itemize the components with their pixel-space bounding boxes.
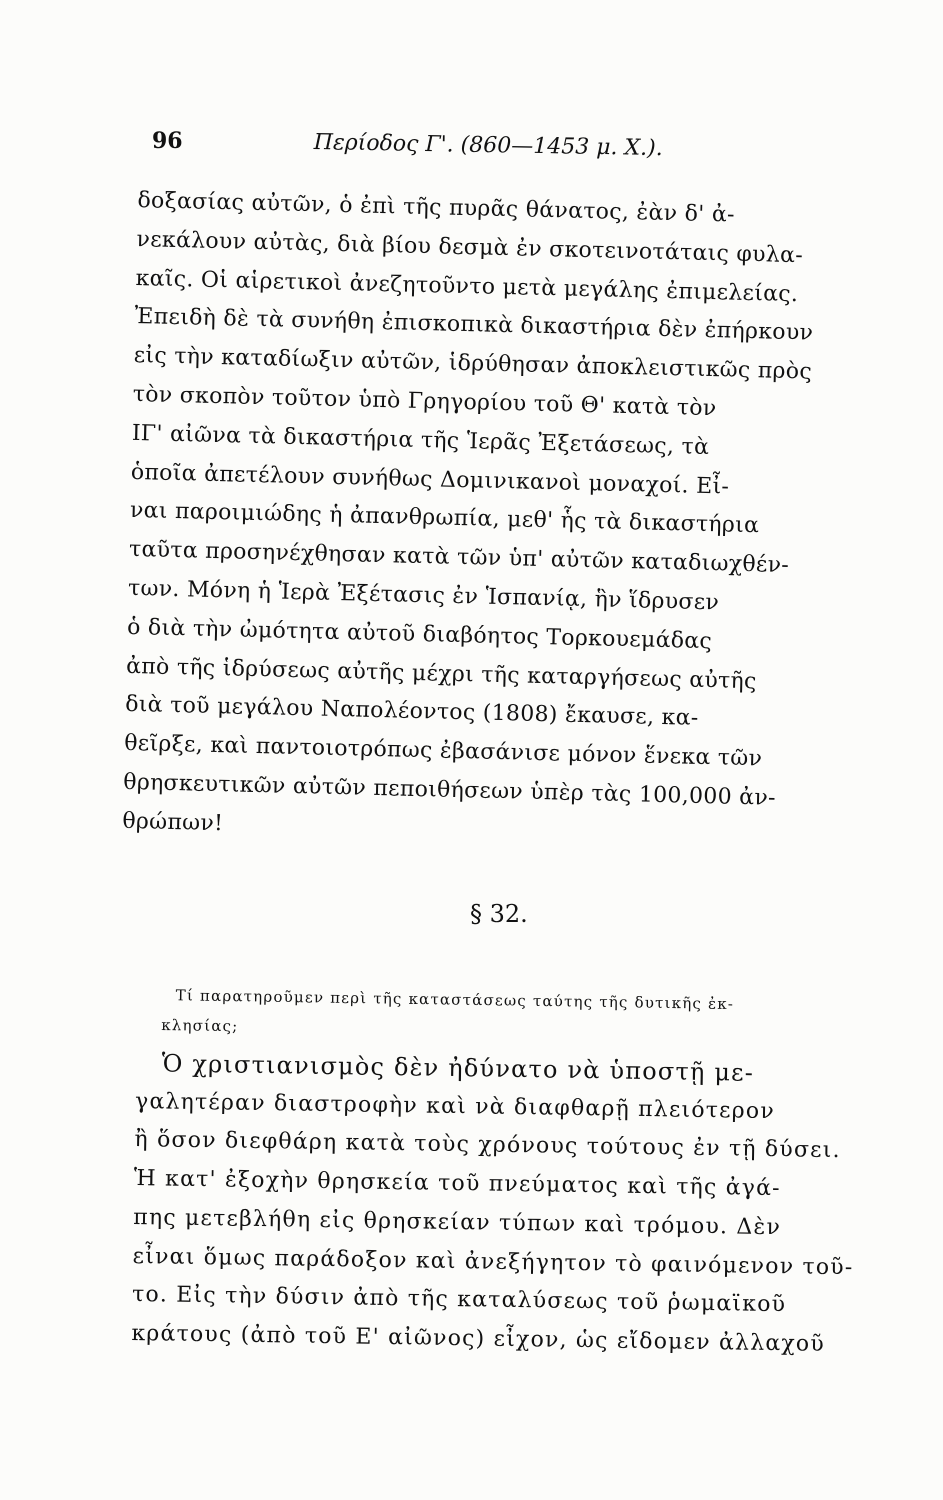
text-line: Ὁ χριστιανισμὸς δὲν ἠδύνατο νὰ ὑποστῇ με- — [161, 1049, 755, 1087]
text-line: τὸν σκοπὸν τοῦτον ὑπὸ Γρηγορίου τοῦ Θ' κατὰ τὸν — [132, 381, 717, 422]
text-line: θρησκευτικῶν αὐτῶν πεποιθήσεων ὑπὲρ τὰς 100,000 ἀν- — [123, 769, 777, 811]
text-line: ταῦτα προσηνέχθησαν κατὰ τῶν ὑπ' αὐτῶν καταδιωχθέν- — [128, 537, 790, 579]
text-line: ὁ διὰ τὴν ὠμότητα αὐτοῦ διαβόητος Τορκουεμάδας — [126, 614, 713, 654]
text-line: θρώπων! — [122, 808, 224, 837]
text-line: διὰ τοῦ μεγάλου Ναπολέοντος (1808) ἔκαυσε, κα- — [124, 692, 699, 732]
text-line: το. Εἰς τὴν δύσιν ἀπὸ τῆς καταλύσεως τοῦ ῥωμαϊκοῦ — [131, 1282, 787, 1318]
text-line: κράτους (ἀπὸ τοῦ Ε' αἰῶνος) εἶχον, ὡς εἴδομεν ἀλλαχοῦ — [131, 1320, 826, 1357]
text-line: εἰς τὴν καταδίωξιν αὐτῶν, ἱδρύθησαν ἀποκλειστικῶς πρὸς — [133, 343, 813, 385]
text-line: Ἐπειδὴ δὲ τὰ συνήθη ἐπισκοπικὰ δικαστήρια δὲν ἐπήρκουν — [134, 304, 814, 346]
text-line: Ἡ κατ' ἐξοχὴν θρησκεία τοῦ πνεύματος καὶ τῆς ἀγά- — [133, 1166, 781, 1202]
section-question — [161, 980, 862, 1051]
text-line: ΙΓ' αἰῶνα τὰ δικαστήρια τῆς Ἱερᾶς Ἐξετάσεως, τὰ — [131, 420, 710, 460]
question-line: κλησίας; — [161, 1015, 239, 1036]
text-line: εἶναι ὅμως παράδοξον καὶ ἀνεξήγητον τὸ φαινόμενον τοῦ- — [132, 1243, 854, 1280]
text-line: ἢ ὅσον διεφθάρη κατὰ τοὺς χρόνους τούτους ἐν τῇ δύσει. — [134, 1127, 841, 1164]
paragraph-2 — [131, 1044, 876, 1365]
text-line: γαλητέραν διαστροφὴν καὶ νὰ διαφθαρῇ πλειότερον — [134, 1088, 776, 1124]
text-line: ἀπὸ τῆς ἱδρύσεως αὐτῆς μέχρι τῆς καταργήσεως αὐτῆς — [125, 653, 757, 694]
text-line: θεῖρξε, καὶ παντοιοτρόπως ἐβασάνισε μόνον ἕνεκα τῶν — [123, 730, 763, 772]
page-header — [152, 128, 872, 168]
text-line: ναι παροιμιώδης ἡ ἀπανθρωπία, μεθ' ἧς τὰ δικαστήρια — [129, 498, 760, 539]
running-head: Περίοδος Γ'. (860—1453 μ. Χ.). — [313, 130, 663, 162]
text-line: νεκάλουν αὐτὰς, διὰ βίου δεσμὰ ἐν σκοτεινοτάταις φυλα- — [136, 226, 804, 269]
section-heading: § 32. — [470, 900, 528, 928]
text-line: δοξασίας αὐτῶν, ὁ ἐπὶ τῆς πυρᾶς θάνατος, ἐὰν δ' ἀ- — [137, 187, 736, 228]
text-line: ὁποῖα ἀπετέλουν συνήθως Δομινικανοὶ μοναχοί. Εἶ- — [130, 459, 730, 500]
question-line: Τί παρατηροῦμεν περὶ τῆς καταστάσεως ταύτης τῆς δυτικῆς ἐκ- — [175, 986, 735, 1013]
page-number: 96 — [152, 128, 183, 154]
paragraph-1 — [122, 182, 878, 859]
text-line: καῖς. Οἱ αἱρετικοὶ ἀνεζητοῦντο μετὰ μεγάλης ἐπιμελείας. — [135, 265, 799, 307]
text-line: των. Μόνη ἡ Ἱερὰ Ἐξέτασις ἐν Ἱσπανίᾳ, ἣν ἵδρυσεν — [127, 575, 720, 616]
text-line: πης μετεβλήθη εἰς θρησκείαν τύπων καὶ τρόμου. Δὲν — [133, 1204, 782, 1240]
